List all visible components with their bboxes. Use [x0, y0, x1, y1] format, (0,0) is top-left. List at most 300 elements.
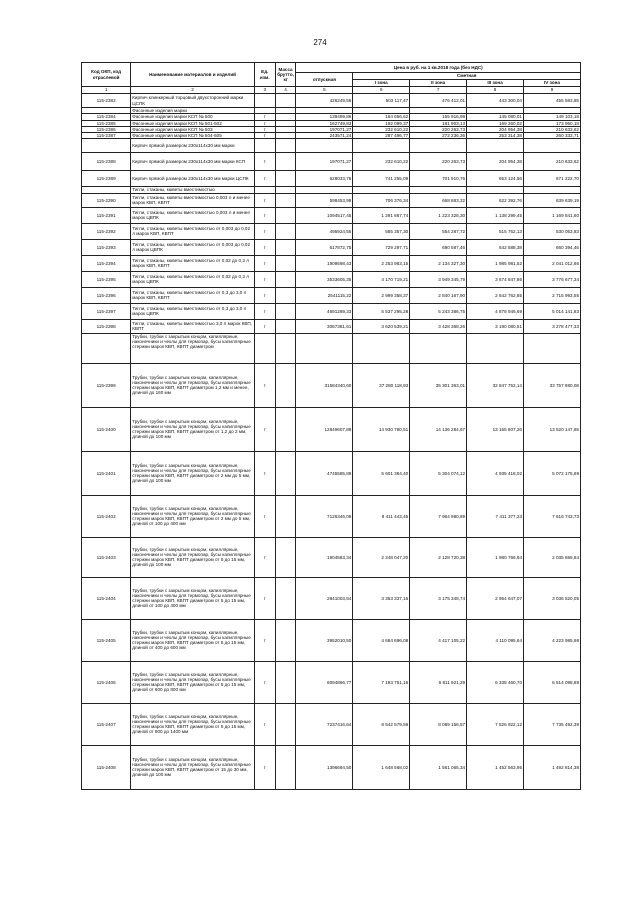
- table-row: [82, 537, 581, 577]
- row-name: Трубки, трубки с закрытым концом, капиллярные, наконечники и чехлы для термопар, бусы капиллярные стержни марок КВП, КВПТ диаметром от 5 до 15 мм, длиной от 100 до 400 мм: [131, 577, 255, 619]
- row-unit: т: [254, 126, 275, 132]
- row-zone-3-price: [467, 139, 524, 153]
- column-number: 9: [524, 87, 581, 94]
- row-code: 115-2396: [82, 287, 131, 303]
- row-zone-3-price: 2 954 647,07: [467, 577, 524, 619]
- row-zone-4-price: 149 103,18: [524, 114, 581, 120]
- row-zone-4-price: [524, 333, 581, 363]
- row-zone-3-price: 1 985 981,52: [467, 255, 524, 271]
- row-zone-1-price: 2 253 983,15: [353, 255, 410, 271]
- row-zone-1-price: 37 280 118,93: [353, 363, 410, 407]
- table-row: [82, 139, 581, 153]
- column-number: 1: [82, 87, 131, 94]
- row-unit: т: [254, 303, 275, 319]
- table-row: [82, 661, 581, 703]
- row-release-price: 495924,55: [296, 223, 353, 239]
- row-zone-3-price: 653 124,56: [467, 171, 524, 187]
- row-release-price: 197071,27: [296, 126, 353, 132]
- table-body: [82, 94, 581, 790]
- row-name: Тигли, стаканы, кюветы вместимостью 0,003 л и менее марок ЦВПК: [131, 207, 255, 223]
- row-unit: т: [254, 271, 275, 287]
- row-zone-2-price: 3 949 345,79: [410, 271, 467, 287]
- table-row: [82, 94, 581, 108]
- row-zone-1-price: 2 999 358,37: [353, 287, 410, 303]
- row-release-price: 3533605,35: [296, 271, 353, 287]
- row-zone-4-price: 13 520 147,65: [524, 407, 581, 451]
- row-zone-3-price: 204 954,38: [467, 126, 524, 132]
- row-zone-2-price: 4 417 105,22: [410, 619, 467, 661]
- table-row: [82, 171, 581, 187]
- row-name: Фасонные изделия марки КСП № 501-502: [131, 120, 255, 126]
- row-name: Фасонные изделия марки КСП № 500: [131, 114, 255, 120]
- row-zone-4-price: 455 583,85: [524, 94, 581, 108]
- row-unit: т: [254, 319, 275, 333]
- row-release-price: 4745585,89: [296, 451, 353, 495]
- table-row: [82, 133, 581, 139]
- row-code: 115-2382: [82, 94, 131, 108]
- row-name: Трубки, трубки с закрытым концом, капиллярные, наконечники и чехлы для термопар, бусы капиллярные стержни марок КВП, КВПТ диаметром от 5 до 15 мм, длиной от 600 до 800 мм: [131, 661, 255, 703]
- row-mass: [275, 319, 296, 333]
- row-release-price: 1396694,50: [296, 745, 353, 789]
- row-zone-4-price: 4 223 985,98: [524, 619, 581, 661]
- row-code: 115-2401: [82, 451, 131, 495]
- row-zone-3-price: 3 674 847,86: [467, 271, 524, 287]
- row-code: 115-2395: [82, 271, 131, 287]
- row-zone-2-price: 690 587,46: [410, 239, 467, 255]
- row-unit: т: [254, 407, 275, 451]
- row-zone-2-price: 2 840 167,90: [410, 287, 467, 303]
- row-name: Тигли, стаканы, кюветы вместимостью: [131, 187, 255, 193]
- column-number: 7: [410, 87, 467, 94]
- row-release-price: 598453,99: [296, 193, 353, 207]
- row-zone-3-price: 13 155 807,26: [467, 407, 524, 451]
- row-release-price: 1094517,45: [296, 207, 353, 223]
- row-zone-4-price: 7 616 743,73: [524, 495, 581, 537]
- row-unit: т: [254, 114, 275, 120]
- row-name: Кирпич клинкерный торцовый двухсторонний марки ЦСПК: [131, 94, 255, 108]
- row-mass: [275, 703, 296, 745]
- header-mass: Масса брутто, кг: [275, 63, 296, 87]
- row-zone-2-price: 2 134 327,30: [410, 255, 467, 271]
- row-code: 115-2408: [82, 745, 131, 789]
- row-release-price: 197071,27: [296, 153, 353, 171]
- row-release-price: 2541115,22: [296, 287, 353, 303]
- row-unit: т: [254, 239, 275, 255]
- table-row: [82, 451, 581, 495]
- row-zone-3-price: 7 526 922,12: [467, 703, 524, 745]
- row-zone-4-price: 210 633,62: [524, 153, 581, 171]
- row-zone-3-price: 204 954,38: [467, 153, 524, 171]
- table-row: [82, 319, 581, 333]
- row-zone-4-price: 5 072 175,69: [524, 451, 581, 495]
- row-mass: [275, 619, 296, 661]
- row-name: Тигли, стаканы, кюветы вместимостью от 0,02 до 0,3 л марок ЦВПК: [131, 271, 255, 287]
- table-row: [82, 223, 581, 239]
- row-name: Тигли, стаканы, кюветы вместимостью от 0,003 до 0,02 л марок ЦВПК: [131, 239, 255, 255]
- row-zone-2-price: 2 128 720,38: [410, 537, 467, 577]
- row-unit: [254, 139, 275, 153]
- row-release-price: 162749,83: [296, 120, 353, 126]
- row-zone-3-price: 443 300,04: [467, 94, 524, 108]
- row-code: 115-2384: [82, 114, 131, 120]
- row-zone-1-price: 287 496,77: [353, 133, 410, 139]
- row-code: 115-2400: [82, 407, 131, 451]
- row-release-price: 1909598,43: [296, 255, 353, 271]
- row-unit: [254, 94, 275, 108]
- row-zone-1-price: 8 542 579,59: [353, 703, 410, 745]
- row-zone-4-price: 639 639,19: [524, 193, 581, 207]
- column-number: 4: [275, 87, 296, 94]
- row-release-price: 426249,56: [296, 94, 353, 108]
- row-mass: [275, 333, 296, 363]
- row-name: Тигли, стаканы, кюветы вместимостью от 0,02 до 0,3 л марок КВП, КВПТ: [131, 255, 255, 271]
- row-name: Трубки, трубки с закрытым концом, капиллярные, наконечники и чехлы для термопар, бусы капиллярные стержни марок КВП, КВПТ диаметром от 1,2 до 2 мм, длиной до 100 мм: [131, 407, 255, 451]
- row-zone-1-price: 5 601 384,40: [353, 451, 410, 495]
- row-name: Кирпич прямой размером 230х114х30 мм марки ЦСПК: [131, 171, 255, 187]
- row-name: Трубки, трубки с закрытым концом, капиллярные, наконечники и чехлы для термопар, бусы капиллярные стержни марок КВП, КВПТ диаметром от 2 мм до 5 мм, длиной до 100 мм: [131, 451, 255, 495]
- row-name: Фасонные изделия марки КСП № 504-505: [131, 133, 255, 139]
- row-mass: [275, 94, 296, 108]
- row-code: 115-2394: [82, 255, 131, 271]
- row-zone-2-price: 554 287,72: [410, 223, 467, 239]
- row-zone-3-price: 1 980 766,94: [467, 537, 524, 577]
- row-release-price: 2841003,54: [296, 577, 353, 619]
- row-name: Трубки, трубки с закрытым концом, капиллярные, наконечники и чехлы для термопар, бусы капиллярные стержни марок КВП, КВПТ диаметром от 5 до 15 мм, длиной от 400 до 600 мм: [131, 619, 255, 661]
- header-price-title: Цена в руб. на 1 кв.2018 года (без НДС): [296, 63, 581, 73]
- row-mass: [275, 287, 296, 303]
- row-unit: т: [254, 153, 275, 171]
- header-zone-1: I зона: [353, 80, 410, 87]
- row-zone-4-price: 173 950,18: [524, 120, 581, 126]
- row-zone-2-price: 5 243 386,75: [410, 303, 467, 319]
- row-zone-2-price: [410, 333, 467, 363]
- row-zone-3-price: 4 878 946,69: [467, 303, 524, 319]
- row-zone-3-price: 642 588,38: [467, 239, 524, 255]
- header-zone-2: II зона: [410, 80, 467, 87]
- row-mass: [275, 139, 296, 153]
- row-zone-1-price: 4 170 719,21: [353, 271, 410, 287]
- row-zone-1-price: 1 291 867,74: [353, 207, 410, 223]
- row-mass: [275, 577, 296, 619]
- row-unit: т: [254, 133, 275, 139]
- row-zone-1-price: 729 297,71: [353, 239, 410, 255]
- row-name: Тигли, стаканы, кюветы вместимостью 3,0 л марок КВП, КВПТ: [131, 319, 255, 333]
- row-zone-2-price: 1 223 328,30: [410, 207, 467, 223]
- row-zone-1-price: 14 930 780,51: [353, 407, 410, 451]
- row-zone-4-price: 1 492 814,38: [524, 745, 581, 789]
- row-zone-2-price: 181 903,13: [410, 120, 467, 126]
- row-unit: т: [254, 223, 275, 239]
- row-zone-3-price: 145 080,01: [467, 114, 524, 120]
- row-zone-1-price: 503 117,47: [353, 94, 410, 108]
- row-release-price: [296, 333, 353, 363]
- row-code: 115-2404: [82, 577, 131, 619]
- table-row: [82, 120, 581, 126]
- row-code: [82, 333, 131, 363]
- row-unit: т: [254, 703, 275, 745]
- row-unit: т: [254, 619, 275, 661]
- table-row: [82, 333, 581, 363]
- row-zone-4-price: 2 041 012,66: [524, 255, 581, 271]
- row-mass: [275, 153, 296, 171]
- row-code: 115-2393: [82, 239, 131, 255]
- row-zone-4-price: 210 633,62: [524, 126, 581, 132]
- table-row: [82, 619, 581, 661]
- header-zone-3: III зона: [467, 80, 524, 87]
- row-zone-2-price: 14 136 284,67: [410, 407, 467, 451]
- row-zone-1-price: 232 610,22: [353, 153, 410, 171]
- row-zone-3-price: 169 260,02: [467, 120, 524, 126]
- row-release-price: 4691289,33: [296, 303, 353, 319]
- row-zone-2-price: 701 910,76: [410, 171, 467, 187]
- row-release-price: [296, 139, 353, 153]
- row-name: Фасонные изделия марки: [131, 108, 255, 114]
- row-zone-3-price: 4 110 095,64: [467, 619, 524, 661]
- row-release-price: 139499,86: [296, 114, 353, 120]
- row-zone-4-price: 7 735 492,39: [524, 703, 581, 745]
- page-number: 274: [313, 38, 327, 47]
- row-zone-3-price: 1 452 563,95: [467, 745, 524, 789]
- row-release-price: 7126346,09: [296, 495, 353, 537]
- table-row: [82, 126, 581, 132]
- row-code: [82, 139, 131, 153]
- row-release-price: 31584340,60: [296, 363, 353, 407]
- row-zone-2-price: 5 304 074,12: [410, 451, 467, 495]
- row-zone-3-price: 253 314,38: [467, 133, 524, 139]
- row-code: 115-2398: [82, 319, 131, 333]
- table-row: [82, 207, 581, 223]
- row-zone-4-price: 530 053,83: [524, 223, 581, 239]
- header-estimate: Сметная: [353, 73, 581, 80]
- row-unit: т: [254, 171, 275, 187]
- row-zone-3-price: 2 642 762,85: [467, 287, 524, 303]
- row-mass: [275, 303, 296, 319]
- row-mass: [275, 363, 296, 407]
- row-zone-3-price: 6 338 460,70: [467, 661, 524, 703]
- row-zone-4-price: 2 035 655,84: [524, 537, 581, 577]
- row-zone-2-price: 3 175 348,74: [410, 577, 467, 619]
- row-zone-3-price: 622 392,76: [467, 193, 524, 207]
- row-zone-4-price: 3 278 477,33: [524, 319, 581, 333]
- row-zone-1-price: 4 664 696,08: [353, 619, 410, 661]
- row-release-price: 7237416,64: [296, 703, 353, 745]
- row-zone-2-price: 272 236,36: [410, 133, 467, 139]
- row-code: 115-2407: [82, 703, 131, 745]
- row-name: Трубки, трубки с закрытым концом, капиллярные, наконечники и чехлы для термопар, бусы капиллярные стержни марок КВП, КВПТ диаметром: [131, 333, 255, 363]
- row-zone-1-price: 3 620 539,21: [353, 319, 410, 333]
- row-code: 115-2392: [82, 223, 131, 239]
- header-release: отпускная: [296, 73, 353, 87]
- row-zone-4-price: 260 333,71: [524, 133, 581, 139]
- row-zone-2-price: 220 263,73: [410, 153, 467, 171]
- column-number: 5: [296, 87, 353, 94]
- table-row: [82, 407, 581, 451]
- table-row: [82, 287, 581, 303]
- row-zone-4-price: 5 014 141,83: [524, 303, 581, 319]
- row-zone-1-price: 1 648 568,02: [353, 745, 410, 789]
- row-mass: [275, 255, 296, 271]
- row-name: Фасонные изделия марки КСП № 503: [131, 126, 255, 132]
- row-unit: т: [254, 255, 275, 271]
- row-zone-1-price: [353, 333, 410, 363]
- row-zone-3-price: 1 138 299,45: [467, 207, 524, 223]
- table-row: [82, 303, 581, 319]
- row-zone-2-price: 8 089 156,57: [410, 703, 467, 745]
- row-zone-1-price: 164 656,62: [353, 114, 410, 120]
- row-mass: [275, 537, 296, 577]
- table-row: [82, 271, 581, 287]
- row-release-price: 6094866,77: [296, 661, 353, 703]
- row-zone-3-price: 32 847 752,14: [467, 363, 524, 407]
- row-zone-4-price: 2 715 993,55: [524, 287, 581, 303]
- row-name: Трубки, трубки с закрытым концом, капиллярные, наконечники и чехлы для термопар, бусы капиллярные стержни марок КВП, КВПТ диаметром от 5 до 15 мм, длиной от 800 до 1400 мм: [131, 703, 255, 745]
- row-zone-4-price: 660 394,46: [524, 239, 581, 255]
- header-name: Наименование материалов и изделий: [131, 63, 255, 87]
- row-name: Тигли, стаканы, кюветы вместимостью от 0,003 до 0,02 л марок КВП, КВПТ: [131, 223, 255, 239]
- row-zone-3-price: 515 762,13: [467, 223, 524, 239]
- row-mass: [275, 661, 296, 703]
- column-number: 2: [131, 87, 255, 94]
- row-unit: т: [254, 120, 275, 126]
- row-zone-1-price: 8 411 443,45: [353, 495, 410, 537]
- row-zone-1-price: 3 353 337,16: [353, 577, 410, 619]
- row-name: Трубки, трубки с закрытым концом, капиллярные, наконечники и чехлы для термопар, бусы капиллярные стержни марок КВП, КВПТ диаметром от 5 до 15 мм, длиной до 100 мм: [131, 537, 255, 577]
- row-code: 115-2391: [82, 207, 131, 223]
- row-mass: [275, 745, 296, 789]
- row-zone-1-price: 2 248 047,20: [353, 537, 410, 577]
- column-number: 6: [353, 87, 410, 94]
- row-release-price: 243571,24: [296, 133, 353, 139]
- header-code: Код ОКП, код отраслевой: [82, 63, 131, 87]
- row-name: Тигли, стаканы, кюветы вместимостью 0,003 л и менее марок КВП, КВПТ: [131, 193, 255, 207]
- row-mass: [275, 451, 296, 495]
- row-code: 115-2385: [82, 120, 131, 126]
- row-zone-4-price: 33 757 980,08: [524, 363, 581, 407]
- row-zone-1-price: 192 099,37: [353, 120, 410, 126]
- row-release-price: 3067381,61: [296, 319, 353, 333]
- row-code: 115-2402: [82, 495, 131, 537]
- row-zone-1-price: 706 376,34: [353, 193, 410, 207]
- row-unit: т: [254, 287, 275, 303]
- row-unit: т: [254, 207, 275, 223]
- row-code: 115-2397: [82, 303, 131, 319]
- row-unit: т: [254, 451, 275, 495]
- table-row: [82, 153, 581, 171]
- row-zone-1-price: 585 357,30: [353, 223, 410, 239]
- table-row: [82, 363, 581, 407]
- table-row: [82, 193, 581, 207]
- row-name: Трубки, трубки с закрытым концом, капиллярные, наконечники и чехлы для термопар, бусы капиллярные стержни марок КВП, КВПТ диаметром 1,2 мм и менее, длиной до 160 мм: [131, 363, 255, 407]
- row-zone-2-price: [410, 139, 467, 153]
- row-unit: т: [254, 577, 275, 619]
- row-zone-3-price: [467, 333, 524, 363]
- row-zone-1-price: 741 255,09: [353, 171, 410, 187]
- row-code: 115-2403: [82, 537, 131, 577]
- row-zone-3-price: 3 190 080,51: [467, 319, 524, 333]
- row-zone-2-price: 476 412,01: [410, 94, 467, 108]
- row-zone-4-price: 671 222,70: [524, 171, 581, 187]
- row-name: Кирпич прямой размером 230х114х30 мм марки: [131, 139, 255, 153]
- row-zone-1-price: 5 537 295,28: [353, 303, 410, 319]
- row-mass: [275, 239, 296, 255]
- column-number: 8: [467, 87, 524, 94]
- row-unit: т: [254, 495, 275, 537]
- row-zone-4-price: 3 036 520,05: [524, 577, 581, 619]
- row-unit: т: [254, 537, 275, 577]
- row-zone-2-price: 35 301 363,01: [410, 363, 467, 407]
- row-unit: т: [254, 193, 275, 207]
- row-release-price: 628033,76: [296, 171, 353, 187]
- row-code: 115-2389: [82, 171, 131, 187]
- row-zone-2-price: 155 916,99: [410, 114, 467, 120]
- row-mass: [275, 407, 296, 451]
- table-row: [82, 577, 581, 619]
- row-zone-4-price: 1 169 841,60: [524, 207, 581, 223]
- row-name: Трубки, трубки с закрытым концом, капиллярные, наконечники и чехлы для термопар, бусы капиллярные стержни марок КВП, КВПТ диаметром от 15 до 30 мм, длиной до 100 мм: [131, 745, 255, 789]
- row-zone-2-price: 7 964 980,89: [410, 495, 467, 537]
- row-release-price: 3952010,50: [296, 619, 353, 661]
- row-zone-2-price: 1 561 065,34: [410, 745, 467, 789]
- row-zone-3-price: 7 411 377,23: [467, 495, 524, 537]
- row-unit: т: [254, 661, 275, 703]
- table-row: [82, 745, 581, 789]
- row-code: 115-2388: [82, 153, 131, 171]
- row-code: 115-2405: [82, 619, 131, 661]
- row-mass: [275, 207, 296, 223]
- table-row: [82, 255, 581, 271]
- row-zone-2-price: 3 428 368,26: [410, 319, 467, 333]
- row-mass: [275, 223, 296, 239]
- table-row: [82, 495, 581, 537]
- row-unit: т: [254, 363, 275, 407]
- row-zone-4-price: 3 776 677,34: [524, 271, 581, 287]
- table-row: [82, 703, 581, 745]
- row-unit: т: [254, 745, 275, 789]
- row-name: Тигли, стаканы, кюветы вместимостью от 0,3 до 3,0 л марок КВП, КВПТ: [131, 287, 255, 303]
- row-code: 115-2390: [82, 193, 131, 207]
- row-code: 115-2387: [82, 133, 131, 139]
- row-zone-1-price: 232 610,22: [353, 126, 410, 132]
- column-number: 3: [254, 87, 275, 94]
- row-release-price: 617872,75: [296, 239, 353, 255]
- row-mass: [275, 193, 296, 207]
- row-zone-4-price: [524, 139, 581, 153]
- row-release-price: 12849607,89: [296, 407, 353, 451]
- row-mass: [275, 495, 296, 537]
- row-name: Трубки, трубки с закрытым концом, капиллярные, наконечники и чехлы для термопар, бусы капиллярные стержни марок КВП, КВПТ диаметром от 2 мм до 5 мм, длиной от 100 до 400 мм: [131, 495, 255, 537]
- row-name: Тигли, стаканы, кюветы вместимостью от 0,3 до 3,0 л марок ЦВПК: [131, 303, 255, 319]
- header-zone-4: IV зона: [524, 80, 581, 87]
- table-row: [82, 114, 581, 120]
- row-mass: [275, 271, 296, 287]
- row-zone-2-price: 220 263,73: [410, 126, 467, 132]
- table-row: [82, 239, 581, 255]
- row-mass: [275, 171, 296, 187]
- row-name: Кирпич прямой размером 230х114х30 мм марки КСП: [131, 153, 255, 171]
- row-code: 115-2406: [82, 661, 131, 703]
- row-zone-2-price: 6 811 921,29: [410, 661, 467, 703]
- row-code: 115-2399: [82, 363, 131, 407]
- row-code: 115-2386: [82, 126, 131, 132]
- row-zone-4-price: 6 514 098,89: [524, 661, 581, 703]
- row-unit: [254, 333, 275, 363]
- row-zone-1-price: 7 193 751,16: [353, 661, 410, 703]
- price-table: [81, 62, 581, 790]
- row-zone-3-price: 4 935 418,02: [467, 451, 524, 495]
- row-zone-2-price: 668 883,32: [410, 193, 467, 207]
- row-release-price: 1904583,34: [296, 537, 353, 577]
- header-unit: Ед. изм.: [254, 63, 275, 87]
